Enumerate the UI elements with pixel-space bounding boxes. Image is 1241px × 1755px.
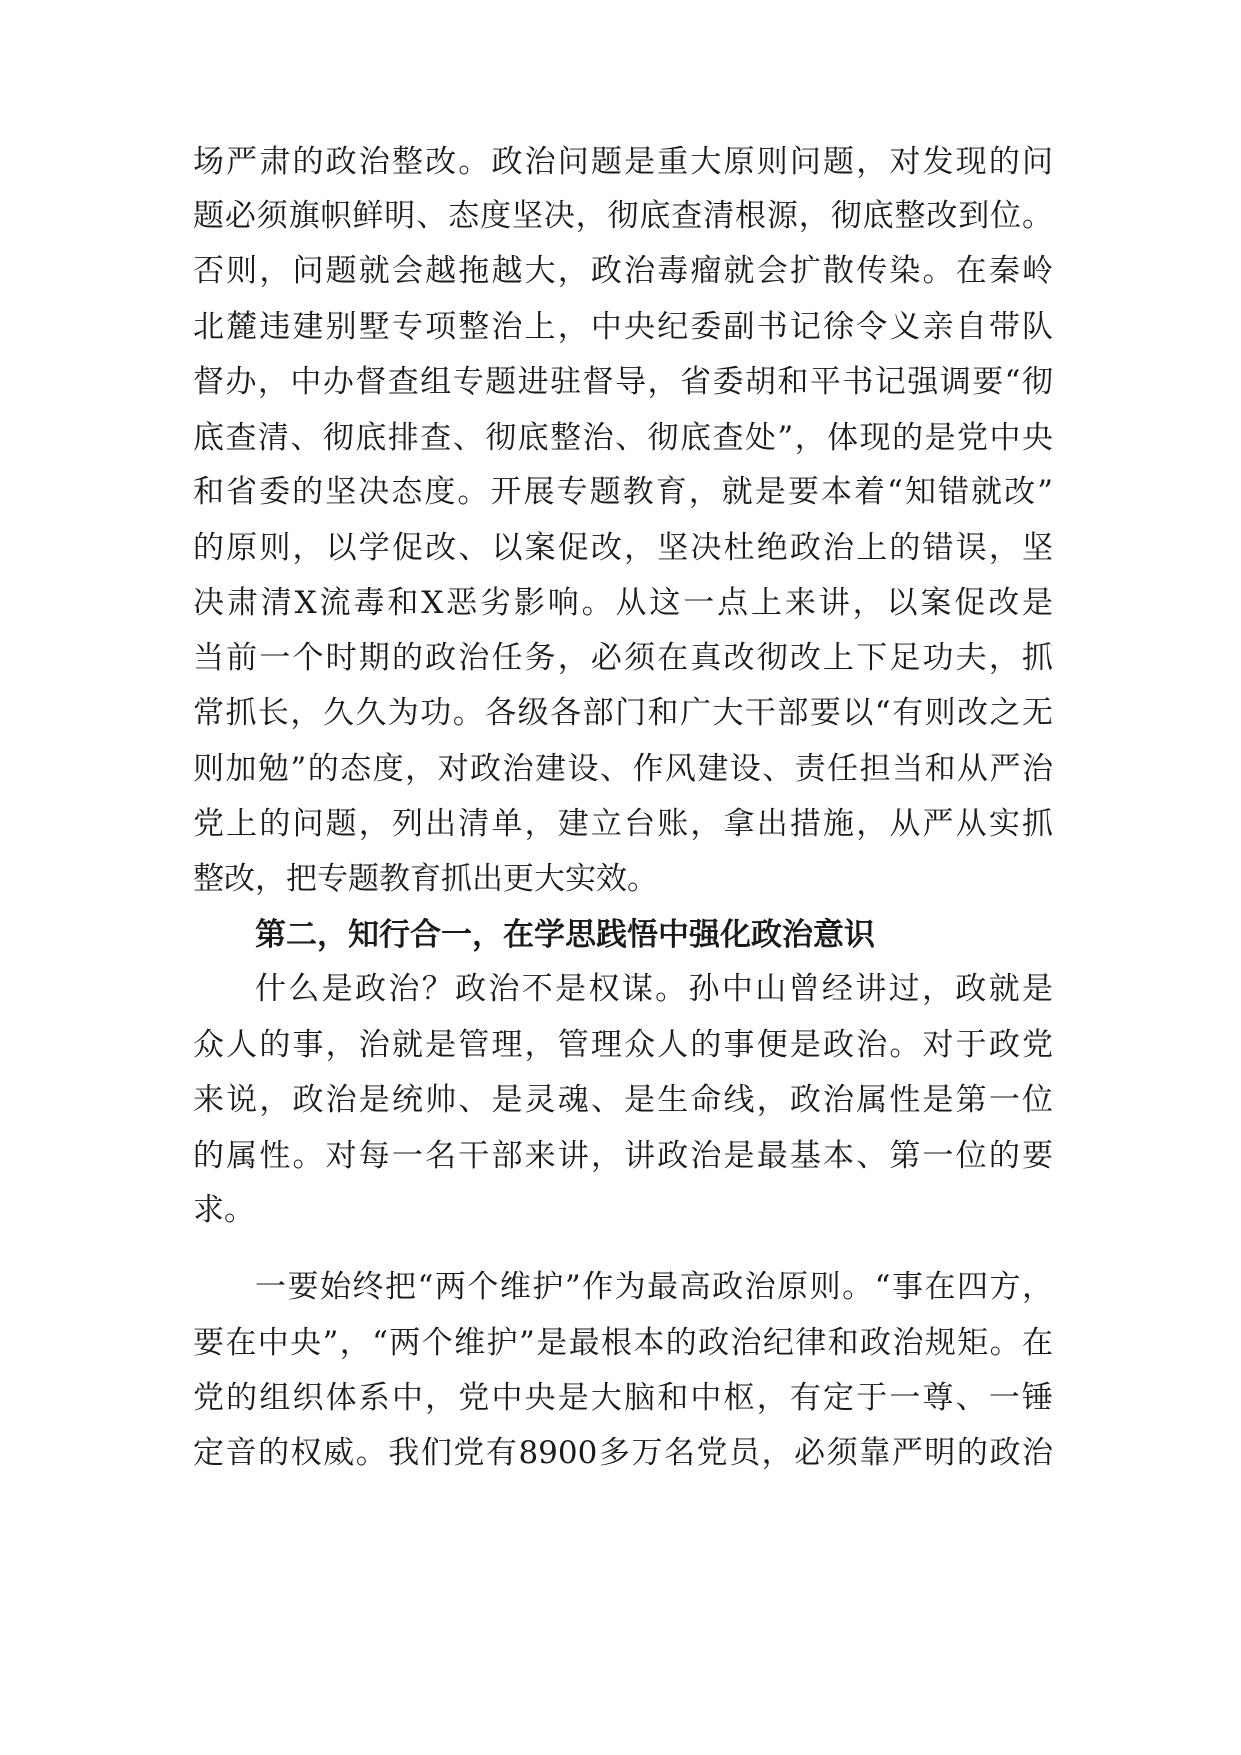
body-text-line: 党的组织体系中，党中央是大脑和中枢，有定于一尊、一锤	[193, 1380, 1053, 1416]
body-text-line: 题必须旗帜鲜明、态度坚决，彻底查清根源，彻底整改到位。	[193, 198, 1053, 234]
body-text-line: 否则，问题就会越拖越大，政治毒瘤就会扩散传染。在秦岭	[193, 253, 1053, 289]
body-text-line: 当前一个时期的政治任务，必须在真改彻改上下足功夫，抓	[193, 640, 1053, 676]
body-text-line: 则加勉”的态度，对政治建设、作风建设、责任担当和从严治	[193, 751, 1053, 787]
body-text-line: 和省委的坚决态度。开展专题教育，就是要本着“知错就改”	[193, 474, 1053, 510]
body-text-line: 来说，政治是统帅、是灵魂、是生命线，政治属性是第一位	[193, 1082, 1053, 1118]
body-text-line: 众人的事，治就是管理，管理众人的事便是政治。对于政党	[193, 1027, 1053, 1063]
body-text-line: 什么是政治？政治不是权谋。孙中山曾经讲过，政就是	[255, 971, 1053, 1007]
body-text-line: 的原则，以学促改、以案促改，坚决杜绝政治上的错误，坚	[193, 530, 1053, 566]
body-text-line: 底查清、彻底排查、彻底整治、彻底查处”，体现的是党中央	[193, 420, 1053, 456]
body-text-line: 要在中央”，“两个维护”是最根本的政治纪律和政治规矩。在	[193, 1325, 1053, 1361]
body-text-line: 党上的问题，列出清单，建立台账，拿出措施，从严从实抓	[193, 806, 1053, 842]
body-text-line: 决肃清X流毒和X恶劣影响。从这一点上来讲，以案促改是	[193, 585, 1053, 621]
body-text-line: 整改，把专题教育抓出更大实效。	[193, 861, 658, 897]
body-text-line: 督办，中办督查组专题进驻督导，省委胡和平书记强调要“彻	[193, 364, 1053, 400]
body-text-line: 北麓违建别墅专项整治上，中央纪委副书记徐令义亲自带队	[193, 309, 1053, 345]
body-text-line: 定音的权威。我们党有8900多万名党员，必须靠严明的政治	[193, 1435, 1053, 1471]
body-text-line: 一要始终把“两个维护”作为最高政治原则。“事在四方，	[255, 1269, 1053, 1305]
body-text-line: 常抓长，久久为功。各级各部门和广大干部要以“有则改之无	[193, 695, 1053, 731]
body-text-line: 求。	[193, 1192, 255, 1228]
body-text-line: 场严肃的政治整改。政治问题是重大原则问题，对发现的问	[193, 144, 1053, 180]
section-heading: 第二，知行合一，在学思践悟中强化政治意识	[255, 917, 875, 953]
body-text-line: 的属性。对每一名干部来讲，讲政治是最基本、第一位的要	[193, 1138, 1053, 1174]
